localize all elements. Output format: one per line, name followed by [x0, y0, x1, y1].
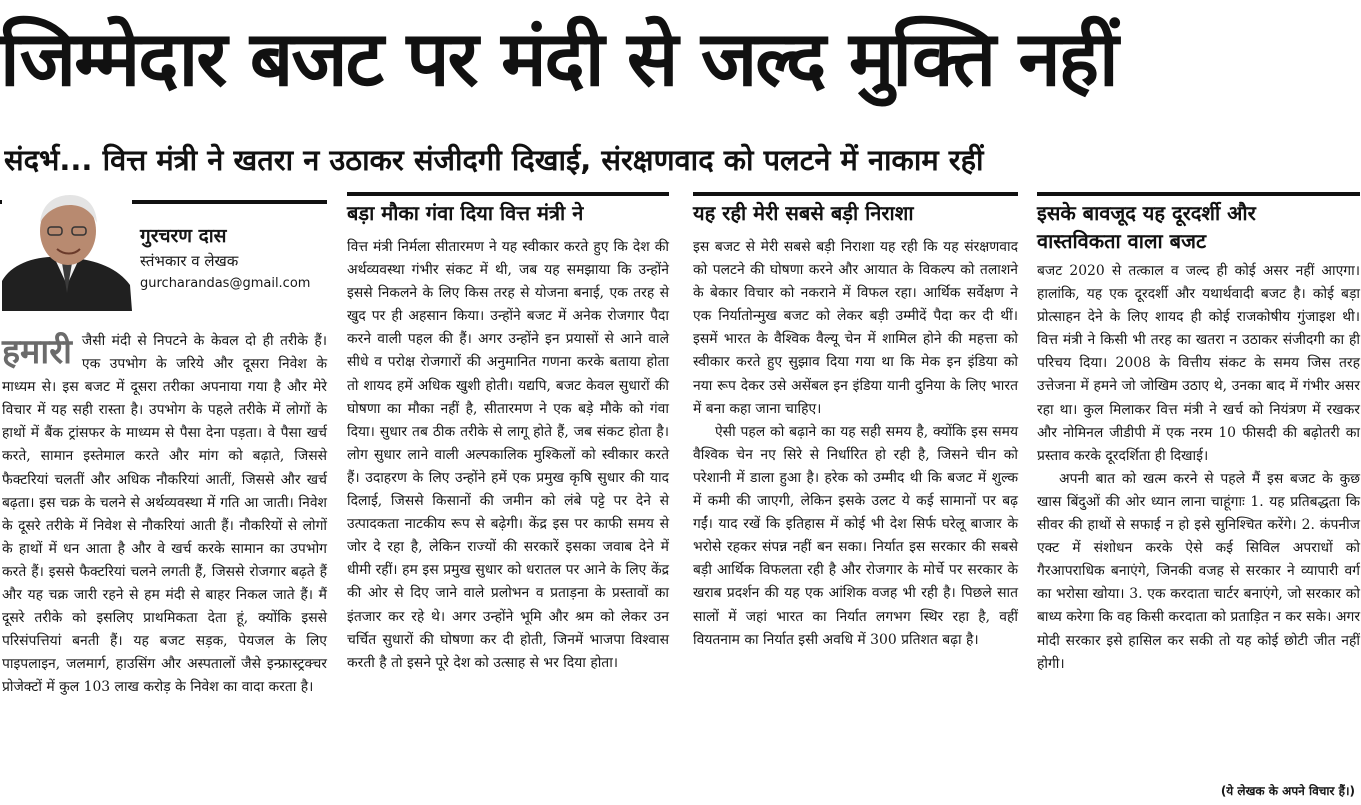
column-4-paragraph-2: अपनी बात को खत्म करने से पहले मैं इस बजट के कुछ खास बिंदुओं की ओर ध्यान लाना चाहूंगाः 1. यह प्रतिबद्धता कि सीवर की हाथों से सफाई न हो इसे सुनिश्चित करेंगे। 2. कंपनीज एक्ट में संशोधन करके ऐसे कई सिविल अपराधों को गैरआपराधिक बनाएंगे, जिनकी वजह से सरकार ने व्यापारी वर्ग का भरोसा खोया। 3. एक करदाता चार्टर बनाएंगे, जो सरकार को बाध्य करेगा कि वह किसी करदाता को प्रताड़ित न कर सके। अगर मोदी सरकार इसे हासिल कर सकी तो यह कोई छोटी जीत नहीं होगी।: [1037, 470, 1360, 672]
column-4-heading: [1037, 199, 1360, 255]
column-4-heading-line-2: वास्तविकता वाला बजट: [1037, 229, 1207, 253]
subhead-text: वित्त मंत्री ने खतरा न उठाकर संजीदगी दिखाई, संरक्षणवाद को पलटने में नाकाम रहीं: [102, 143, 984, 177]
column-3-paragraph-2: ऐसी पहल को बढ़ाने का यह सही समय है, क्योंकि इस समय वैश्विक चेन नए सिरे से निर्धारित हो रही है, जिसने चीन को परेशानी में डाला हुआ है। हरेक को उम्मीद थी कि बजट में शुल्क में कमी की जाएगी, लेकिन इसके उलट ये कई सामानों पर बढ़ गईं। याद रखें कि इतिहास में कोई भी देश सिर्फ घरेलू बाजार के भरोसे रहकर संपन्न नहीं बन सका। निर्यात इस सरकार की सबसे बड़ी आर्थिक विफलता रही है और रोजगार के मोर्चे पर सरकार के खराब प्रदर्शन की यह एक आंशिक वजह भी रही है। पिछले सात सालों में जहां भारत का निर्यात लगभग स्थिर रहा है, वहीं वियतनाम का निर्यात इसी अवधि में 300 प्रतिशत बढ़ा है।: [693, 423, 1018, 648]
column-2: [347, 236, 669, 675]
column-4-heading-line-1: इसके बावजूद यह दूरदर्शी और: [1037, 201, 1256, 225]
author-role: स्तंभकार व लेखक: [140, 252, 239, 270]
column-1: [2, 330, 327, 700]
dropcap-word: हमारी: [2, 332, 72, 372]
footnote: (ये लेखक के अपने विचार हैं।): [1220, 784, 1355, 798]
column-4-paragraph-1: बजट 2020 से तत्काल व जल्द ही कोई असर नहीं आएगा। हालांकि, यह एक दूरदर्शी और यथार्थवादी बजट है। कोई बड़ा प्रोत्साहन देने के लिए शायद ही कोई राजकोषीय गुंजाइश थी। वित्त मंत्री ने किसी भी तरह का खतरा न उठाकर संजीदगी का ही परिचय दिया। 2008 के वित्तीय संकट के समय जिस तरह उत्तेजना में हमने जो जोखिम उठाए थे, उनका बाद में गंभीर असर रहा था। कुल मिलाकर वित्त मंत्री ने खर्च को नियंत्रण में रखकर और नोमिनल जीडीपी में एक नरम 10 फीसदी की बढ़ोतरी का प्रस्ताव करके दूरदर्शिता ही दिखाई।: [1037, 263, 1360, 464]
author-photo: [2, 193, 132, 311]
author-name: गुरचरण दास: [140, 225, 227, 247]
column-4-rule: [1037, 192, 1360, 196]
column-3-heading: यह रही मेरी सबसे बड़ी निराशा: [693, 201, 914, 225]
column-3: [693, 236, 1018, 652]
subhead: [4, 140, 1359, 180]
column-3-paragraph-1: इस बजट से मेरी सबसे बड़ी निराशा यह रही कि यह संरक्षणवाद को पलटने की घोषणा करने और आयात के विकल्प को तलाशने के बेकार विचार को नकराने में विफल रहा। आर्थिक सर्वेक्षण ने एक निर्यातोन्मुख बजट को लेकर बड़ी उम्मीदें पैदा कर दी थीं। इसमें भारत के वैश्विक वैल्यू चेन में शामिल होने की महत्ता को स्वीकार करते हुए सुझाव दिया गया था कि मेक इन इंडिया को नया रूप देकर उसे असेंबल इन इंडिया यानी दुनिया के लिए भारत में बना कहा जाना चाहिए।: [693, 239, 1018, 417]
headline: जिम्मेदार बजट पर मंदी से जल्द मुक्ति नहीं: [0, 14, 1117, 103]
subhead-label: संदर्भ...: [4, 143, 93, 177]
column-4: [1037, 260, 1360, 676]
column-2-heading: बड़ा मौका गंवा दिया वित्त मंत्री ने: [347, 201, 584, 225]
column-2-rule: [347, 192, 669, 196]
column-2-paragraph: वित्त मंत्री निर्मला सीतारमण ने यह स्वीकार करते हुए कि देश की अर्थव्यवस्था गंभीर संकट में थी, जब यह समझाया कि उन्होंने इससे निकलने के लिए किस तरह से योजना बनाई, एक तरह से खुद पर ही अहसान किया। उन्होंने बजट में अनेक रोजगार पैदा करने वाली पहल की हैं। अगर उन्होंने इन प्रयासों से आने वाले सीधे व परोक्ष रोजगारों की अनुमानित गणना करके बताया होता तो शायद हमें अधिक खुशी होती। यद्यपि, बजट केवल सुधारों की घोषणा का मौका नहीं है, सीतारमण ने एक बड़े मौके को गंवा दिया। सुधार तब ठीक तरीके से लागू होते हैं, जब संकट होता है। लोग सुधार लाने वाली अल्पकालिक मुश्किलों को स्वीकार करते हैं। उदाहरण के लिए उन्होंने हमें एक प्रमुख कृषि सुधार की याद दिलाई, जिससे किसानों की जमीन को लंबे पट्टे पर देने से उत्पादकता नाटकीय रूप से बढ़ेगी। केंद्र इस पर काफी समय से जोर दे रहा है, लेकिन राज्यों की सरकारें इसका जवाब देने में धीमी रहीं। हम इस प्रमुख सुधार को धरातल पर आने के लिए केंद्र की ओर से दिए जाने वाले प्रलोभन व प्रताड़ना के प्रस्तावों का इंतजार कर रहे थे। अगर उन्होंने भूमि और श्रम को लेकर उन चर्चित सुधारों की घोषणा कर दी होती, जिनमें भाजपा विश्वास करती है तो इसने पूरे देश को उत्साह से भर दिया होता।: [347, 239, 669, 671]
column-1-text: जैसी मंदी से निपटने के केवल दो ही तरीके हैं। एक उपभोग के जरिये और दूसरा निवेश के माध्यम से। इस बजट में दूसरा तरीका अपनाया गया है और मेरे विचार में यह सही रास्ता है। उपभोग के पहले तरीके में लोगों के हाथों में बैंक ट्रांसफर के माध्यम से पैसा देना पड़ता। वे पैसा खर्च करते, सामान इस्तेमाल करते और मांग को बढ़ाते, जिससे फैक्टरियां चलतीं और अधिक नौकरियां आतीं, जिससे और खर्च बढ़ता। इस चक्र के चलने से अर्थव्यवस्था में गति आ जाती। निवेश के दूसरे तरीके में निवेश से नौकरियां आती हैं। नौकरियों से लोगों के हाथों में धन आता है और वे खर्च करके सामान का उपभोग करते हैं। इससे फैक्टरियां चलने लगती हैं, जिससे रोजगार बढ़ते हैं और यह चक्र जारी रहने से हम मंदी से बाहर निकल जाते हैं। मैं दूसरे तरीके को इसलिए प्राथमिकता देता हूं, क्योंकि इससे परिसंपत्तियां बनती हैं। यह बजट सड़क, पेयजल के लिए पाइपलाइन, जलमार्ग, हाउसिंग और अस्पतालों जैसे इन्फ्रास्ट्रक्चर प्रोजेक्टों में कुल 103 लाख करोड़ के निवेश का वादा करता है।: [2, 333, 327, 696]
author-email[interactable]: gurcharandas@gmail.com: [140, 276, 311, 291]
column-3-rule: [693, 192, 1018, 196]
